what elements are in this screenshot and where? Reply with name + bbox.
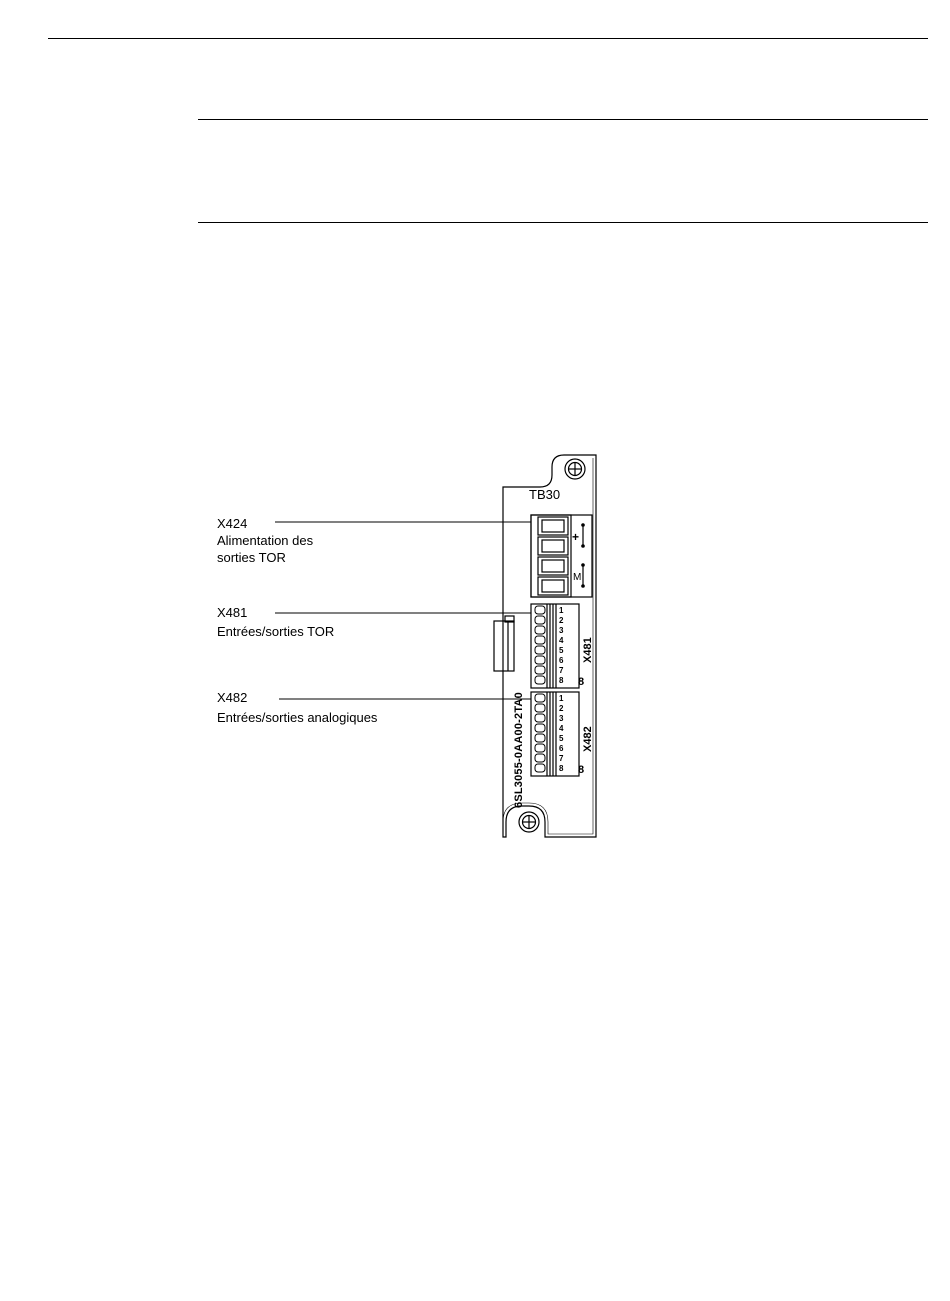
- x482-pin-4: 4: [559, 724, 564, 733]
- x482-pin-7: 7: [559, 754, 564, 763]
- x481-pin-5: 5: [559, 646, 564, 655]
- x482-pin-3: 3: [559, 714, 564, 723]
- x481-board-label: X481: [582, 637, 594, 663]
- screw-bottom-icon: [519, 812, 539, 832]
- callout-x424-desc-line1: Alimentation des: [217, 533, 314, 548]
- x482-pin-6: 6: [559, 744, 564, 753]
- x482-pin-8: 8: [559, 764, 564, 773]
- callout-x424-id: X424: [217, 516, 248, 531]
- x481-pin-6: 6: [559, 656, 564, 665]
- callout-x424-desc-line2: sorties TOR: [217, 550, 286, 565]
- callout-x482-id: X482: [217, 690, 248, 705]
- supply-plus-label: +: [572, 530, 580, 544]
- x481-pin-7: 7: [559, 666, 564, 675]
- board-title: TB30: [529, 487, 561, 502]
- x481-pin-1: 1: [559, 606, 564, 615]
- screw-top-icon: [565, 459, 585, 479]
- x482-pin-sockets: [535, 694, 545, 772]
- x481-pin-8: 8: [559, 676, 564, 685]
- x482-pin-1: 1: [559, 694, 564, 703]
- callout-x481-id: X481: [217, 605, 248, 620]
- x481-pin-count-label: 8: [578, 676, 585, 688]
- x481-pin-4: 4: [559, 636, 564, 645]
- x481-pin-2: 2: [559, 616, 564, 625]
- supply-minus-label: M: [573, 572, 582, 583]
- callout-x482-desc: Entrées/sorties analogiques: [217, 710, 378, 725]
- x482-pin-2: 2: [559, 704, 564, 713]
- x481-pin-sockets: [535, 606, 545, 684]
- side-latch: [494, 616, 514, 671]
- part-number-label: 6SL3055-0AA00-2TA0: [513, 692, 525, 808]
- x482-pin-count-label: 8: [578, 764, 585, 776]
- x482-pin-5: 5: [559, 734, 564, 743]
- x482-board-label: X482: [582, 726, 594, 752]
- x482-pin-numbers: [559, 694, 564, 773]
- x481-pin-3: 3: [559, 626, 564, 635]
- callout-x481-desc: Entrées/sorties TOR: [217, 624, 335, 639]
- x481-pin-numbers: [559, 606, 564, 685]
